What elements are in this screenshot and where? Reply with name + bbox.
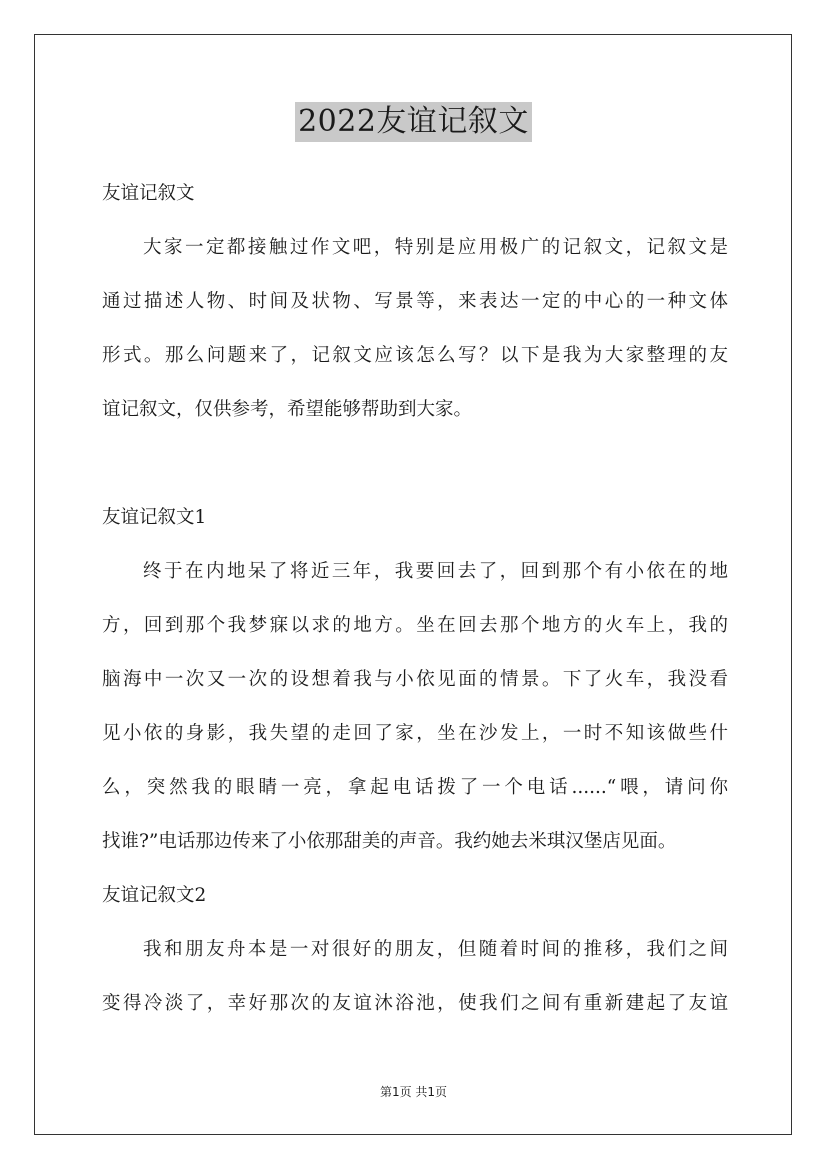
section-heading: 友谊记叙文2 [102, 885, 207, 906]
paragraph-line: 变得冷淡了，幸好那次的友谊沐浴池，使我们之间有重新建起了友谊 [102, 993, 728, 1014]
paragraph-line: 终于在内地呆了将近三年，我要回去了，回到那个有小依在的地 [143, 561, 728, 582]
page-footer: 第1页 共1页 [379, 1085, 448, 1099]
document-title: 2022友谊记叙文 [295, 102, 532, 142]
paragraph-gap [102, 443, 728, 497]
paragraph-line: 找谁?”电话那边传来了小依那甜美的声音。我约她去米琪汉堡店见面。 [102, 831, 677, 852]
paragraph [102, 551, 728, 875]
section-heading: 友谊记叙文1 [102, 507, 207, 528]
paragraph-line: 我和朋友舟本是一对很好的朋友，但随着时间的推移，我们之间 [143, 939, 728, 960]
paragraph-line: 形式。那么问题来了，记叙文应该怎么写？以下是我为大家整理的友 [102, 345, 728, 366]
paragraph-line: 么，突然我的眼睛一亮，拿起电话拨了一个电话......“喂，请问你 [102, 777, 728, 798]
document-body [102, 173, 728, 1037]
title-wrap [0, 102, 827, 142]
paragraph-line: 大家一定都接触过作文吧，特别是应用极广的记叙文，记叙文是 [143, 237, 728, 258]
paragraph-line: 通过描述人物、时间及状物、写景等，来表达一定的中心的一种文体 [102, 291, 728, 312]
paragraph-line: 谊记叙文，仅供参考，希望能够帮助到大家。 [102, 399, 473, 420]
paragraph [102, 227, 728, 443]
paragraph-line: 方，回到那个我梦寐以求的地方。坐在回去那个地方的火车上，我的 [102, 615, 728, 636]
paragraph [102, 929, 728, 1037]
paragraph-line: 脑海中一次又一次的设想着我与小依见面的情景。下了火车，我没看 [102, 669, 728, 690]
paragraph-line: 见小依的身影，我失望的走回了家，坐在沙发上，一时不知该做些什 [102, 723, 728, 744]
section-heading: 友谊记叙文 [102, 183, 195, 204]
